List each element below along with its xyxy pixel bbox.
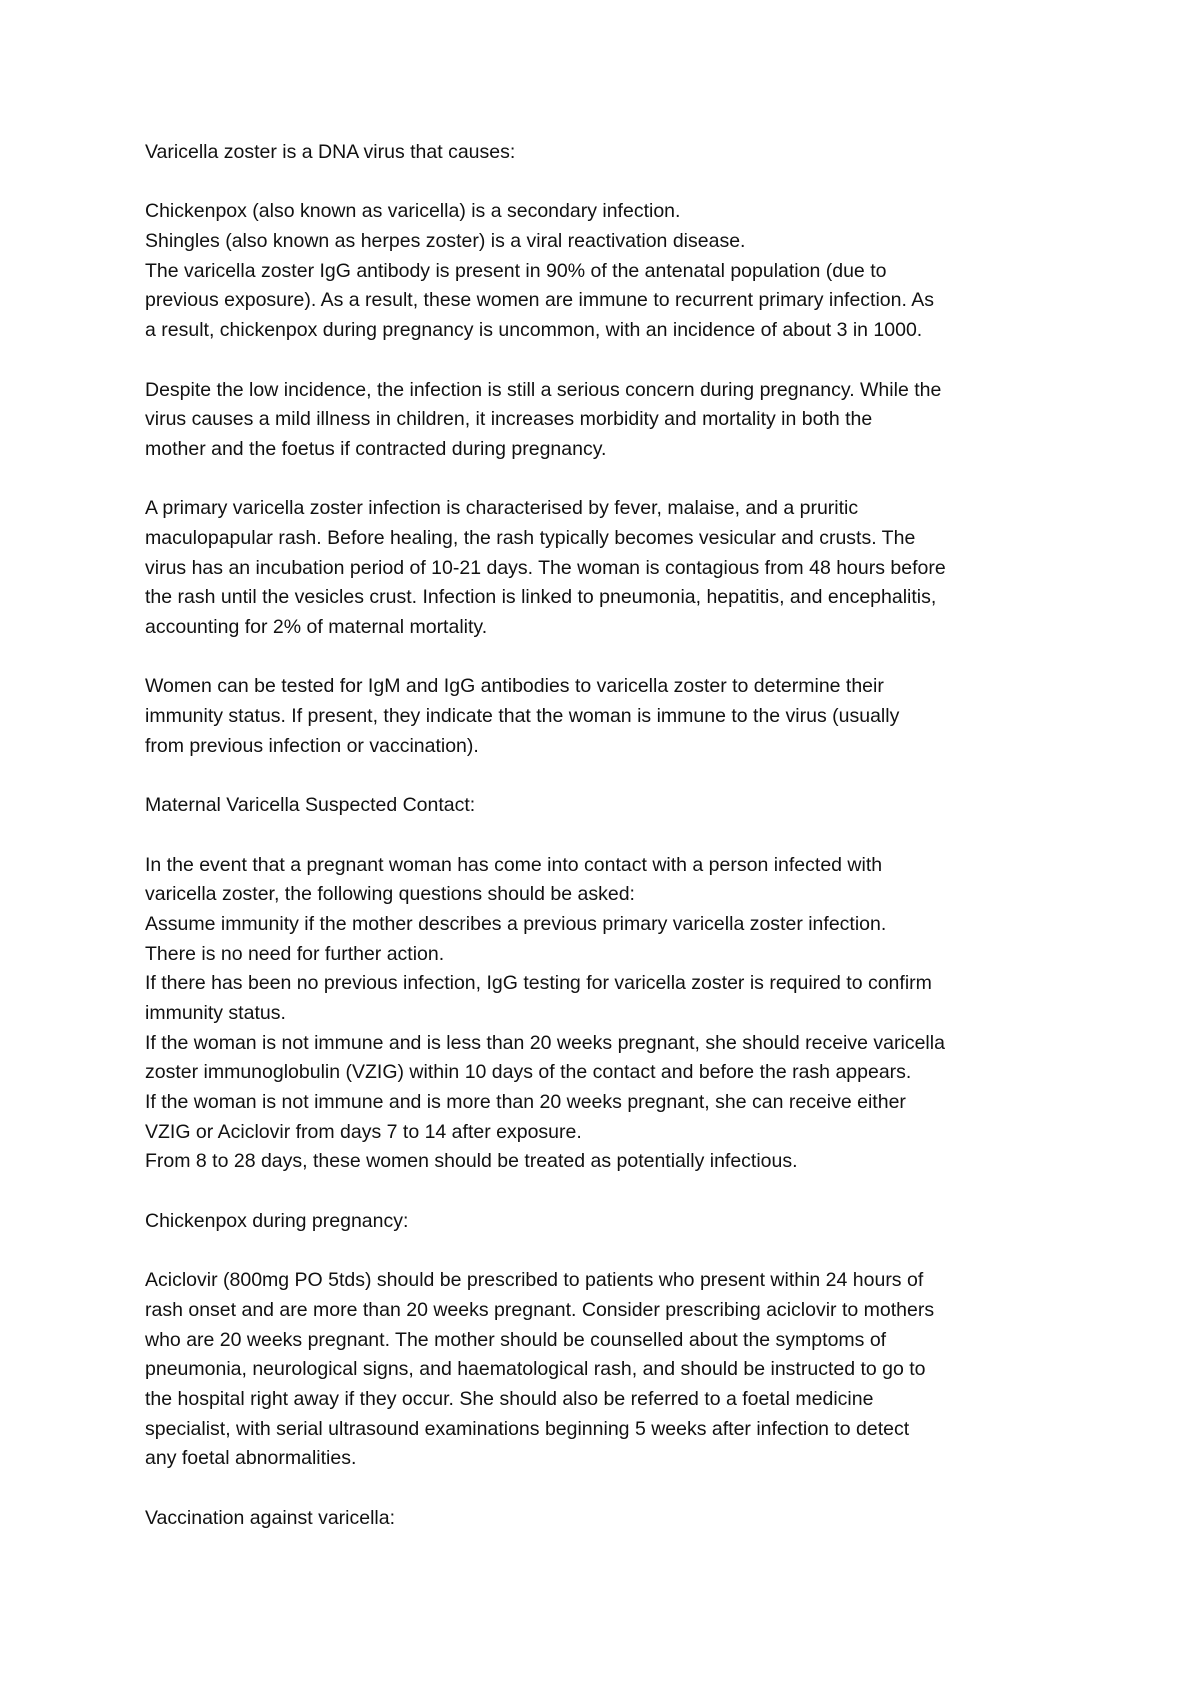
paragraph — [145, 494, 1085, 642]
text-line: mother and the foetus if contracted during pregnancy. — [145, 437, 607, 460]
paragraph — [145, 1504, 1085, 1534]
text-line: If the woman is not immune and is more than 20 weeks pregnant, she can receive either — [145, 1091, 906, 1113]
text-line: zoster immunoglobulin (VZIG) within 10 days of the contact and before the rash appears. — [145, 1061, 912, 1084]
text-line: the rash until the vesicles crust. Infection is linked to pneumonia, hepatitis, and encephalitis, — [145, 586, 937, 609]
text-line: immunity status. — [145, 1001, 286, 1024]
text-line: A primary varicella zoster infection is characterised by fever, malaise, and a pruritic — [145, 497, 859, 520]
paragraph-gap — [145, 346, 1085, 376]
paragraph-gap — [145, 465, 1085, 495]
paragraph — [145, 376, 1085, 465]
paragraph-gap — [145, 821, 1085, 851]
paragraph — [145, 1266, 1085, 1474]
text-line: Despite the low incidence, the infection is still a serious concern during pregnancy. While the — [145, 378, 942, 401]
text-line: Chickenpox during pregnancy: — [145, 1209, 409, 1232]
text-line: Chickenpox (also known as varicella) is a secondary infection. — [145, 200, 681, 223]
text-line: specialist, with serial ultrasound examinations beginning 5 weeks after infection to detect — [145, 1417, 910, 1440]
text-line: Maternal Varicella Suspected Contact: — [145, 794, 476, 817]
text-line: who are 20 weeks pregnant. The mother should be counselled about the symptoms of — [145, 1328, 887, 1351]
text-line: varicella zoster, the following questions should be asked: — [145, 883, 635, 906]
text-line: a result, chickenpox during pregnancy is uncommon, with an incidence of about 3 in 1000. — [145, 319, 923, 342]
text-line: In the event that a pregnant woman has come into contact with a person infected with — [145, 853, 883, 876]
text-line: virus has an incubation period of 10-21 days. The woman is contagious from 48 hours before — [145, 556, 946, 579]
text-line: From 8 to 28 days, these women should be treated as potentially infectious. — [145, 1150, 798, 1173]
text-line: rash onset and are more than 20 weeks pregnant. Consider prescribing aciclovir to mothers — [145, 1298, 935, 1321]
text-line: immunity status. If present, they indicate that the woman is immune to the virus (usually — [145, 705, 900, 728]
paragraph — [145, 1207, 1085, 1237]
paragraph-gap — [145, 643, 1085, 673]
paragraph-gap — [145, 761, 1085, 791]
text-line: If the woman is not immune and is less than 20 weeks pregnant, she should receive varicella — [145, 1031, 945, 1054]
text-line: accounting for 2% of maternal mortality. — [145, 616, 488, 638]
text-line: Women can be tested for IgM and IgG antibodies to varicella zoster to determine their — [145, 675, 884, 698]
text-line: pneumonia, neurological signs, and haematological rash, and should be instructed to go to — [145, 1358, 926, 1381]
text-line: There is no need for further action. — [145, 942, 445, 965]
paragraph-gap — [145, 1474, 1085, 1504]
text-line: The varicella zoster IgG antibody is present in 90% of the antenatal population (due to — [145, 259, 887, 282]
text-line: from previous infection or vaccination). — [145, 734, 479, 757]
text-line: Assume immunity if the mother describes a previous primary varicella zoster infection. — [145, 912, 887, 935]
text-line: previous exposure). As a result, these women are immune to recurrent primary infection. As — [145, 289, 935, 312]
paragraph-gap — [145, 168, 1085, 198]
text-line: any foetal abnormalities. — [145, 1447, 357, 1470]
paragraph — [145, 197, 1085, 345]
text-line: virus causes a mild illness in children, it increases morbidity and mortality in both the — [145, 408, 873, 431]
text-line: Vaccination against varicella: — [145, 1506, 396, 1529]
paragraph — [145, 672, 1085, 761]
text-line: VZIG or Aciclovir from days 7 to 14 after exposure. — [145, 1120, 582, 1143]
text-line: maculopapular rash. Before healing, the rash typically becomes vesicular and crusts. The — [145, 526, 916, 549]
paragraph — [145, 851, 1085, 1178]
document-page — [145, 138, 1085, 1533]
paragraph — [145, 791, 1085, 821]
text-line: the hospital right away if they occur. She should also be referred to a foetal medicine — [145, 1387, 874, 1410]
paragraph-gap — [145, 1236, 1085, 1266]
paragraph — [145, 138, 1085, 168]
text-line: If there has been no previous infection, IgG testing for varicella zoster is required to confirm — [145, 972, 932, 995]
text-line: Varicella zoster is a DNA virus that causes: — [145, 141, 516, 163]
paragraph-gap — [145, 1177, 1085, 1207]
text-line: Shingles (also known as herpes zoster) is a viral reactivation disease. — [145, 230, 746, 253]
text-line: Aciclovir (800mg PO 5tds) should be prescribed to patients who present within 24 hours of — [145, 1269, 924, 1292]
